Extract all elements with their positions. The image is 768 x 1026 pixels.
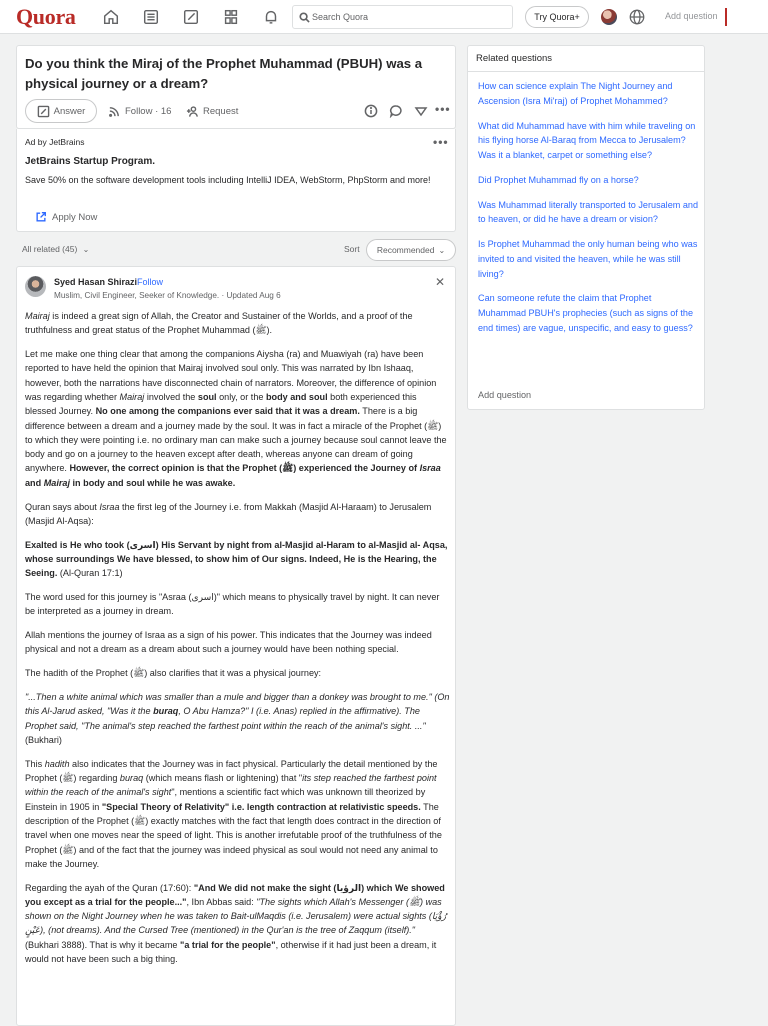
sort-value: Recommended <box>376 245 435 255</box>
answer-text-run: in body and soul while he was awake. <box>70 477 236 488</box>
try-quora-plus-button[interactable]: Try Quora+ <box>525 6 589 28</box>
answer-text-run: hadith <box>44 758 70 769</box>
top-navigation-bar <box>0 0 768 34</box>
answer-card <box>16 266 456 1026</box>
answer-icon[interactable] <box>181 7 201 27</box>
related-question-link[interactable]: Is Prophet Muhammad the only human being who was invited to and visited the heaven, while he was still living? <box>478 239 698 279</box>
answer-text-run: (Al-Quran 17:1) <box>57 568 123 579</box>
answer-text-run: (which means flash or lightening) that " <box>143 773 303 784</box>
spaces-icon[interactable] <box>221 7 241 27</box>
related-question-link[interactable]: What did Muhammad have with him while traveling on his flying horse Al-Baraq from Mecca to Jerusalem? Was it a blanket, carpet or something else? <box>478 120 696 160</box>
answer-text-run: Let me make one thing clear that among the companions Aiysha (ra) and Muawiyah (ra) have been reported to have held the opinion that Mairaj involved soul only. This was narrated by Ibn Ishaaq, however, both the narrations have disconnected chain of narrators. Moreover, the difference of opinion was regarding whether <box>25 349 437 402</box>
answer-label: Answer <box>53 105 86 117</box>
search-input[interactable] <box>312 9 507 25</box>
globe-icon[interactable] <box>628 8 646 26</box>
answer-text-run: Israa <box>99 501 120 512</box>
answer-text-run: Mairaj <box>25 311 50 321</box>
related-question-link[interactable]: Can someone refute the claim that Prophet Muhammad PBUH's prophecies (such as signs of the end times) are vague, unspecific, and easy to guess? <box>478 293 694 333</box>
follow-author-link[interactable]: Follow <box>137 277 164 287</box>
answer-text-run: Quran says about <box>25 501 100 512</box>
follow-label: Follow · 16 <box>125 105 172 117</box>
answer-text-run: soul <box>197 391 217 402</box>
answer-paragraph <box>25 666 450 680</box>
answer-text-run: However, the correct opinion is that the Prophet (ﷺ) experienced the Journey of <box>69 463 420 474</box>
apply-now-link[interactable] <box>35 209 97 225</box>
answer-text-run: "...Then a white animal which was smaller than a mule and bigger than a donkey was brought to me." (On this Al-Jarud asked, "Was it the <box>25 692 450 717</box>
answer-text-run: body and soul <box>265 391 328 402</box>
answer-text-run: "Special Theory of Relativity" i.e. length contraction at relativistic speeds. <box>101 801 421 812</box>
answer-text-run: "And We did not make the sight (الرؤيا) which We showed you except as a trial for the people..." <box>25 882 445 907</box>
answer-paragraph <box>25 881 450 967</box>
answer-text-run: Allah mentions the journey of Israa as a sign of his power. This indicates that the Journey was indeed physical and not a dream as a dream about such a journey would have been nothing special. <box>25 630 432 655</box>
answer-paragraph <box>25 500 450 529</box>
answer-text-run: ", mentions a scientific fact which was unknown till theorized by Einstein in 1905 in <box>25 787 426 812</box>
ad-body: Save 50% on the software development tools including IntelliJ IDEA, WebStorm, PhpStorm and more! <box>25 175 431 185</box>
related-question-link[interactable]: Did Prophet Muhammad fly on a horse? <box>478 174 639 185</box>
sort-label: Sort <box>344 244 360 254</box>
answer-text-run: both experienced this blessed Journey. <box>25 391 417 417</box>
answer-paragraph <box>25 690 450 747</box>
answer-button[interactable] <box>25 99 97 123</box>
rss-icon <box>108 105 121 118</box>
answer-text-run: There is a big difference between a dream and a journey made by the soul. It was in fact a miracle of the Prophet (ﷺ) to which they were pointing i.e. no ordinary man can make such a journey because soul cannot leave the body and go on a journey to the heaven except after death, whereas anyone can dream of going anywhere. <box>25 406 447 474</box>
sort-dropdown[interactable] <box>366 239 456 261</box>
related-heading: Related questions <box>468 46 704 72</box>
answer-text-run: , otherwise if it had just been a dream, it would not have been such a big thing. <box>25 939 437 965</box>
answer-text-run: "The sights which Allah's Messenger (ﷺ) was shown on the Night Journey when he was taken to Bait-ulMaqdis (i.e. Jerusalem) were actual sights (رُؤْيَا عَيْنٍ), (not dreams). And the Cursed Tree (mentioned) in the Qur'an is the tree of Zaqqum (itself)." <box>25 896 446 936</box>
answer-text-run: No one among the companions ever said that it was a dream. <box>95 406 360 417</box>
info-icon[interactable] <box>364 104 378 118</box>
downvote-icon[interactable] <box>414 104 428 118</box>
apply-now-label: Apply Now <box>52 211 98 223</box>
answer-body <box>25 309 450 976</box>
all-related-label: All related (45) <box>22 244 78 254</box>
author-avatar[interactable] <box>25 276 46 297</box>
ad-sponsor: Ad by JetBrains <box>25 137 85 147</box>
related-list <box>478 79 700 346</box>
quora-logo[interactable]: Quora <box>16 4 76 29</box>
search-box[interactable] <box>292 5 513 29</box>
chevron-down-icon: ⌄ <box>82 245 90 254</box>
comment-icon[interactable] <box>389 104 403 118</box>
answers-filter-row <box>16 239 456 261</box>
answer-text-run: The word used for this journey is "Asraa (اسرى)" which means to physically travel by night. It can never be interpreted as a journey in dream. <box>25 592 440 617</box>
answer-text-run: the first leg of the Journey i.e. from Makkah (Masjid Al-Haraam) to Jerusalem (Masjid Al-Aqsa): <box>25 501 432 526</box>
user-avatar[interactable] <box>601 9 617 25</box>
answer-paragraph <box>25 347 450 490</box>
answer-text-run: , Ibn Abbas said: <box>186 896 257 907</box>
ad-title[interactable]: JetBrains Startup Program. <box>25 156 156 167</box>
answer-text-run: Regarding the ayah of the Quran (17:60): <box>25 882 194 893</box>
request-button[interactable] <box>186 99 238 123</box>
answer-text-run: Israa <box>419 463 441 474</box>
ad-card <box>16 129 456 232</box>
answer-paragraph <box>25 538 450 581</box>
related-question-link[interactable]: How can science explain The Night Journey and Ascension (Isra Mi'raj) of Prophet Mohammed? <box>478 81 673 106</box>
home-icon[interactable] <box>101 7 121 27</box>
answer-text-run: The hadith of the Prophet (ﷺ) also clarifies that it was a physical journey: <box>25 668 322 679</box>
answer-text-run: (Bukhari 3888). That is why it became <box>25 939 181 950</box>
red-divider <box>725 8 727 26</box>
answer-text-run: buraq <box>153 706 179 717</box>
answer-text-run: Mairaj <box>119 391 145 402</box>
ad-more-icon[interactable]: ••• <box>433 135 449 149</box>
answer-text-run: Exalted is He who took (اسرى) His Servant by night from al-Masjid al-Haram to al-Masjid al- Aqsa, whose surroundings We have blessed, to show him of Our signs. Indeed, He is the Hearing, the Seeing. <box>25 539 448 579</box>
answer-text-run: also indicates that the Journey was in fact physical. Particularly the detail mentioned by the Prophet (ﷺ) regarding <box>25 758 438 784</box>
answer-text-run: Mairaj <box>43 477 70 488</box>
answer-text-run: "a trial for the people" <box>180 939 276 950</box>
person-add-icon <box>186 105 199 118</box>
answer-paragraph <box>25 590 450 619</box>
follow-question-button[interactable] <box>108 99 171 123</box>
answer-text-run: buraq <box>119 773 144 784</box>
answer-text-run: is indeed a great sign of Allah, the Creator and Sustainer of the Worlds, and a proof of the truthfulness and great status of the Prophet Muhammad (ﷺ). <box>25 311 413 336</box>
question-title[interactable]: Do you think the Miraj of the Prophet Muhammad (PBUH) was a physical journey or a dream? <box>25 56 423 91</box>
chevron-down-icon: ⌄ <box>438 245 446 255</box>
request-label: Request <box>203 105 239 117</box>
author-name[interactable]: Syed Hasan Shirazi <box>54 277 138 287</box>
close-icon[interactable]: ✕ <box>435 275 446 289</box>
answer-text-run: and <box>25 477 44 488</box>
following-icon[interactable] <box>141 7 161 27</box>
related-questions-card <box>467 45 705 410</box>
answer-text-run: , O Abu Hamza?" I (i.e. Anas) replied in the affirmative). The Prophet said, "The animal's step reached the farthest point within the reach of the animal's sight. ..." <box>25 706 426 731</box>
search-icon <box>299 12 310 23</box>
answer-text-run: (Bukhari) <box>25 734 62 745</box>
answer-text-run: its step reached the farthest point within the reach of the animal's sight <box>25 773 437 798</box>
answer-text-run: involved the <box>144 391 198 402</box>
answer-paragraph <box>25 628 450 657</box>
related-question-link[interactable]: Was Muhammad literally transported to Jerusalem and to heaven, or did he have a dream or vision? <box>478 199 699 225</box>
answer-paragraph <box>25 309 450 338</box>
answer-text-run: This <box>25 758 45 769</box>
answer-text-run: only, or the <box>216 391 266 402</box>
author-credential[interactable]: Muslim, Civil Engineer, Seeker of Knowledge. · Updated Aug 6 <box>54 291 281 300</box>
external-link-icon <box>35 211 47 223</box>
related-add-question[interactable]: Add question <box>478 390 532 400</box>
answer-paragraph <box>25 757 450 871</box>
notifications-icon[interactable] <box>261 7 281 27</box>
all-related-dropdown[interactable] <box>22 244 89 254</box>
add-question-button[interactable]: Add question <box>665 11 718 21</box>
answer-text-run: The description of the Prophet (ﷺ) exactly matches with the fact that length does contract in the direction of travel when one moves near the speed of light. This is another irrefutable proof of the truthfulness of the Prophet (ﷺ) and of the fact that the journey was indeed physical as soul would not need any animal to make the Journey. <box>25 801 442 869</box>
question-actions <box>25 99 449 123</box>
pencil-icon <box>37 105 50 118</box>
more-options-icon[interactable]: ••• <box>435 102 451 116</box>
question-card <box>16 45 456 129</box>
